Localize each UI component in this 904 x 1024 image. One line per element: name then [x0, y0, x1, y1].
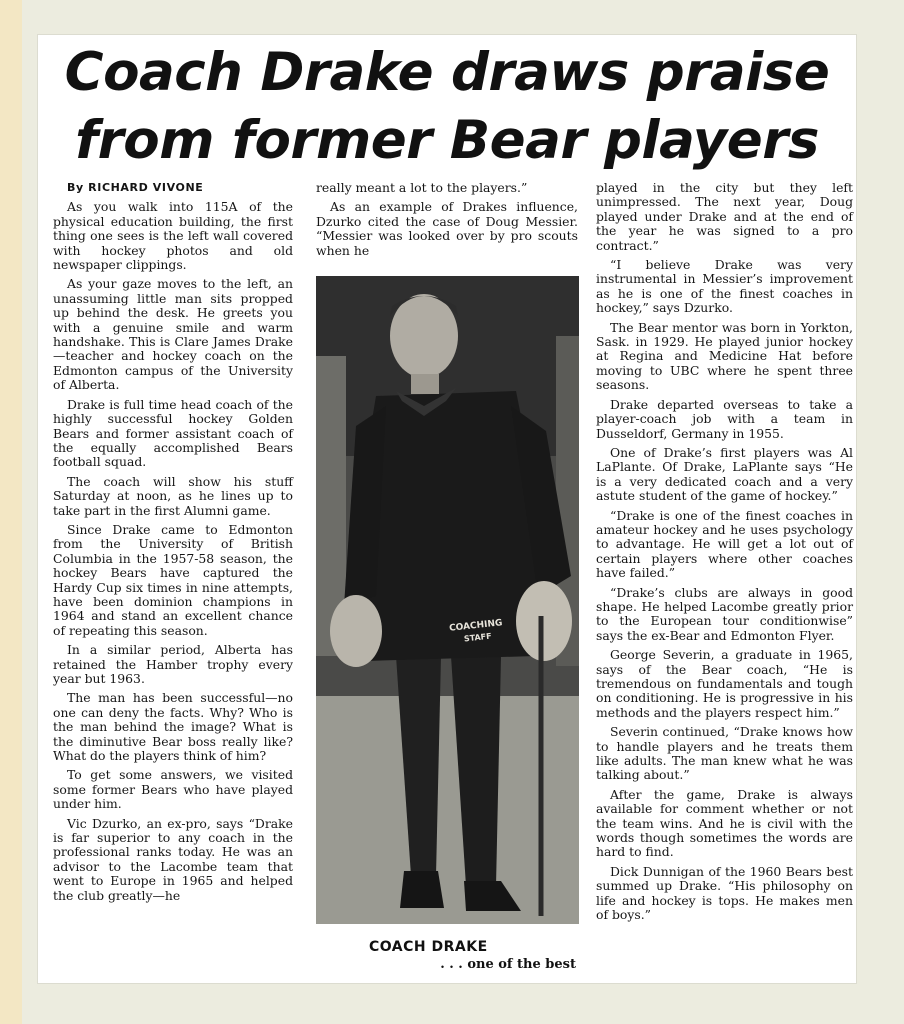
paragraph: The coach will show his stuff Saturday at noon, as he lines up to take part in the first Alumni game.: [53, 473, 293, 518]
paragraph: As you walk into 115A of the physical education building, the first thing one sees is the left wall covered with hockey photos and old newspaper clippings.: [53, 199, 293, 273]
paragraph: Since Drake came to Edmonton from the University of British Columbia in the 1957-58 season, the hockey Bears have captured the Hardy Cup six times in nine attempts, have been dominion champions in 1964 and stand an excellent chance of repeating this season.: [53, 521, 293, 638]
jacket-text-coaching: COACHING: [448, 618, 503, 634]
article-column-2: [316, 181, 578, 263]
headline-line-1: Coach Drake draws praise: [64, 42, 830, 103]
paragraph: After the game, Drake is always available for comment whether or not the team wins. And he is civil with the words though sometimes the words are hard to find.: [596, 786, 853, 860]
coach-photo: [316, 276, 579, 924]
paragraph: The man has been successful—no one can deny the facts. Why? Who is the man behind the image? What is the diminutive Bear boss really like? What do the players think of him?: [53, 690, 293, 764]
paragraph: Drake departed overseas to take a player-coach job with a team in Dusseldorf, Germany in 1955.: [596, 396, 853, 441]
jacket-text-staff: STAFF: [463, 631, 492, 644]
paragraph: To get some answers, we visited some former Bears who have played under him.: [53, 767, 293, 812]
paragraph: “I believe Drake was very instrumental in Messier’s improvement as he is one of the finest coaches in hockey,” says Dzurko.: [596, 257, 853, 316]
byline: By RICHARD VIVONE: [67, 181, 204, 194]
article-column-1: [53, 181, 293, 908]
paragraph: The Bear mentor was born in Yorkton, Sask. in 1929. He played junior hockey at Regina and Medicine Hat before moving to UBC where he spent three seasons.: [596, 319, 853, 393]
photo-caption: [316, 939, 578, 972]
paragraph: As your gaze moves to the left, an unassuming little man sits propped up behind the desk. He greets you with a genuine smile and warm handshake. This is Clare James Drake—teacher and hockey coach on the Edmonton campus of the University of Alberta.: [53, 276, 293, 393]
article-column-3: [596, 181, 853, 928]
paragraph: “Drake is one of the finest coaches in amateur hockey and he uses psychology to advantage. He will get a lot out of certain players where other coaches have failed.”: [596, 507, 853, 581]
newspaper-clipping: [38, 35, 856, 983]
paragraph: Vic Dzurko, an ex-pro, says “Drake is far superior to any coach in the professional ranks today. He was an advisor to the Lacombe team that went to Europe in 1965 and helped the club greatly—he: [53, 815, 293, 903]
paragraph: Dick Dunnigan of the 1960 Bears best summed up Drake. “His philosophy on life and hockey is tops. He makes men of boys.”: [596, 863, 853, 923]
paragraph: In a similar period, Alberta has retained the Hamber trophy every year but 1963.: [53, 642, 293, 686]
paragraph: Severin continued, “Drake knows how to handle players and he treats them like adults. The man knew what he was talking about.”: [596, 724, 853, 783]
paragraph: One of Drake’s first players was Al LaPlante. Of Drake, LaPlante says “He is a very dedicated coach and a very astute student of the game of hockey.”: [596, 444, 853, 504]
headline: [38, 39, 856, 175]
left-margin-strip: [0, 0, 22, 1024]
paragraph: “Drake’s clubs are always in good shape. He helped Lacombe greatly prior to the European tour conditionwise” says the ex-Bear and Edmonton Flyer.: [596, 584, 853, 643]
paragraph: played in the city but they left unimpressed. The next year, Doug played under Drake and at the end of the year he was signed to a pro contract.”: [596, 180, 853, 253]
caption-title: COACH DRAKE: [369, 939, 488, 955]
coach-photo-illustration: [316, 276, 579, 924]
paragraph: As an example of Drakes influence, Dzurko cited the case of Doug Messier. “Messier was looked over by pro scouts when he: [316, 199, 578, 258]
headline-line-2: from former Bear players: [75, 110, 819, 171]
paragraph: Drake is full time head coach of the highly successful hockey Golden Bears and former assistant coach of the equally accomplished Bears football squad.: [53, 396, 293, 470]
paragraph: really meant a lot to the players.”: [316, 180, 528, 195]
caption-subtitle: . . . one of the best: [440, 957, 576, 972]
paragraph: George Severin, a graduate in 1965, says of the Bear coach, “He is tremendous on fundamentals and tough on conditioning. He is progressive in his methods and the players respect him.”: [596, 647, 853, 720]
